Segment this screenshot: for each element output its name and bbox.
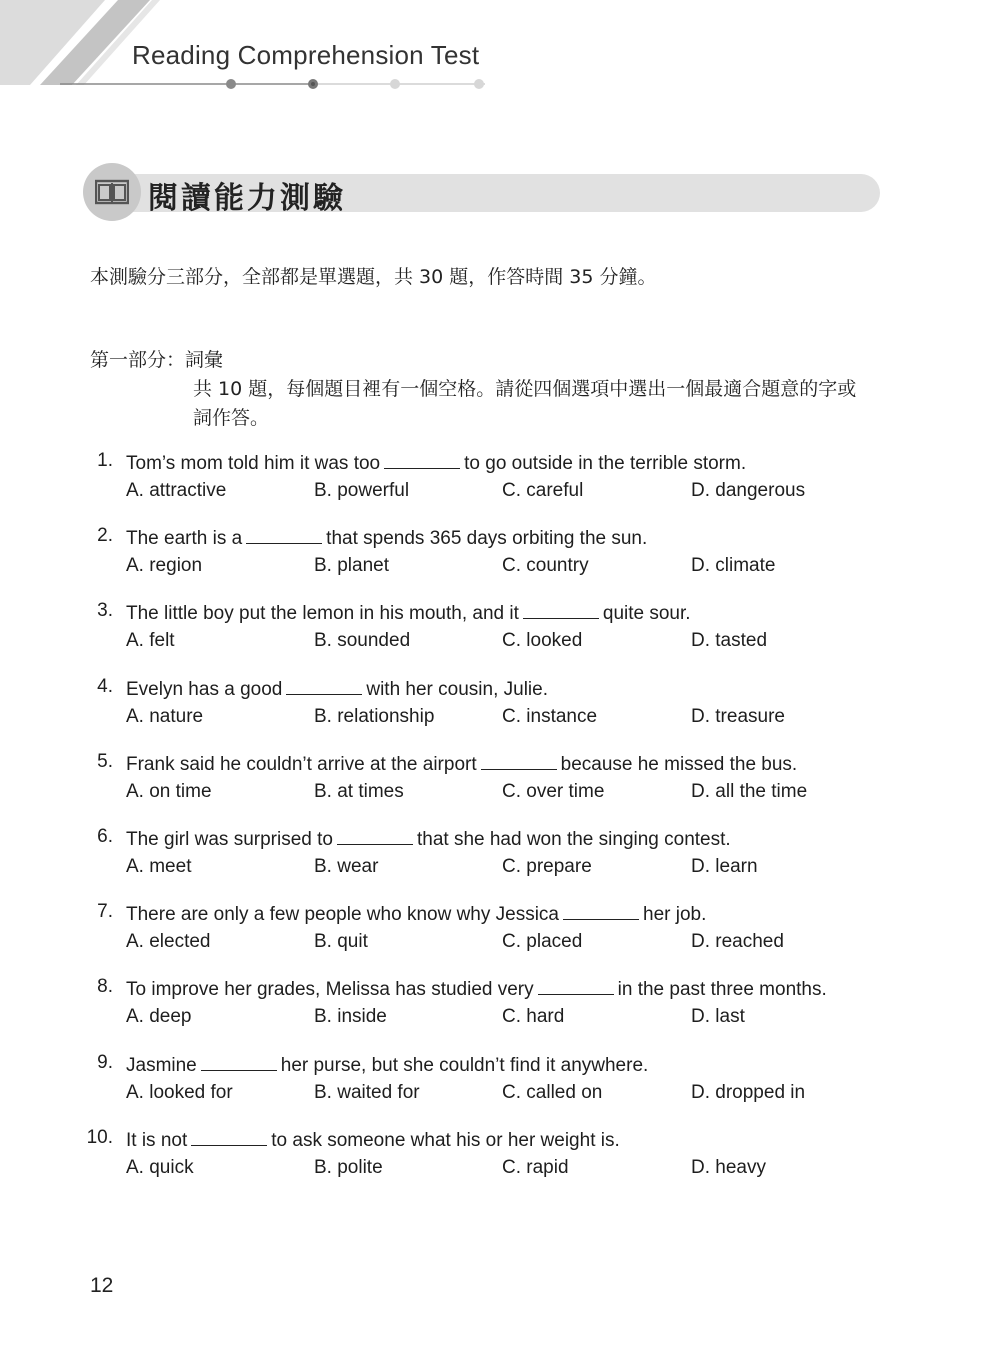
option-a[interactable]: A. nature (126, 705, 204, 727)
option-a[interactable]: A. region (126, 555, 203, 577)
question-stem (126, 751, 797, 776)
answer-blank (337, 826, 413, 845)
option-c[interactable]: C. prepare (502, 856, 592, 877)
question-stem (126, 976, 827, 1001)
stem-before: Jasmine (126, 1054, 197, 1076)
part-description-line: 共 10 題，每個題目裡有一個空格。請從四個選項中選出一個最適合題意的字或 (193, 378, 857, 400)
question-stem (126, 826, 731, 851)
open-book-icon (95, 179, 129, 205)
question-stem (126, 525, 647, 550)
question-item (0, 1052, 1000, 1114)
answer-blank (286, 676, 362, 695)
stem-after: because he missed the bus. (560, 753, 798, 775)
stem-before: Evelyn has a good (126, 678, 283, 700)
question-stem (126, 676, 548, 701)
option-a[interactable]: A. attractive (126, 480, 227, 501)
answer-blank (538, 976, 614, 995)
question-item (0, 751, 1000, 813)
running-title: Reading Comprehension Test (132, 40, 480, 70)
header-rule (60, 76, 490, 92)
option-c[interactable]: C. called on (502, 1081, 603, 1103)
question-item (0, 676, 1000, 738)
answer-blank (201, 1052, 277, 1071)
option-b[interactable]: B. polite (314, 1156, 383, 1178)
stem-before: To improve her grades, Melissa has studied very (126, 979, 534, 1001)
stem-after: that spends 365 days orbiting the sun. (326, 528, 648, 550)
stem-before: Frank said he couldn’t arrive at the airport (126, 753, 477, 775)
option-d[interactable]: D. last (691, 1006, 745, 1028)
question-number: 9. (97, 1051, 113, 1073)
option-d[interactable]: D. learn (691, 856, 758, 877)
part-heading: 第一部分：詞彙 (90, 349, 224, 371)
answer-blank (246, 525, 322, 544)
question-number: 1. (97, 450, 113, 471)
stem-after: with her cousin, Julie. (366, 678, 548, 700)
stem-after: that she had won the singing contest. (416, 829, 731, 850)
option-d[interactable]: D. climate (691, 555, 776, 577)
option-a[interactable]: A. deep (126, 1006, 192, 1028)
option-b[interactable]: B. at times (314, 780, 404, 802)
answer-blank (384, 450, 460, 469)
question-number: 7. (97, 901, 113, 923)
option-d[interactable]: D. treasure (691, 705, 785, 727)
answer-blank (481, 751, 557, 770)
question-stem (126, 600, 691, 625)
option-d[interactable]: D. heavy (691, 1156, 766, 1178)
option-d[interactable]: D. dangerous (691, 480, 806, 501)
stem-before: It is not (126, 1129, 188, 1151)
option-a[interactable]: A. felt (126, 630, 175, 652)
option-a[interactable]: A. on time (126, 780, 212, 802)
option-a[interactable]: A. quick (126, 1156, 194, 1178)
option-a[interactable]: A. meet (126, 856, 192, 877)
stem-after: quite sour. (602, 603, 691, 625)
option-c[interactable]: C. careful (502, 480, 584, 501)
question-item (0, 1127, 1000, 1189)
stem-before: There are only a few people who know why Jessica (126, 904, 560, 926)
option-c[interactable]: C. country (502, 555, 589, 577)
option-a[interactable]: A. looked for (126, 1081, 233, 1103)
option-c[interactable]: C. over time (502, 780, 605, 802)
option-c[interactable]: C. hard (502, 1006, 565, 1028)
stem-before: The girl was surprised to (126, 829, 333, 850)
stem-before: The earth is a (126, 528, 243, 550)
question-item (0, 525, 1000, 587)
option-a[interactable]: A. elected (126, 931, 211, 953)
option-d[interactable]: D. reached (691, 931, 784, 953)
stem-after: her purse, but she couldn’t find it anywhere. (280, 1054, 649, 1076)
question-item (0, 450, 1000, 512)
option-c[interactable]: C. looked (502, 630, 583, 652)
option-b[interactable]: B. quit (314, 931, 368, 953)
question-item (0, 600, 1000, 662)
stem-before: The little boy put the lemon in his mouth, and it (126, 603, 519, 625)
option-d[interactable]: D. dropped in (691, 1081, 806, 1103)
option-d[interactable]: D. tasted (691, 630, 768, 652)
page-number: 12 (90, 1274, 114, 1297)
option-b[interactable]: B. inside (314, 1006, 387, 1028)
option-b[interactable]: B. powerful (314, 480, 410, 501)
option-c[interactable]: C. placed (502, 931, 583, 953)
question-number: 10. (86, 1126, 113, 1148)
stem-after: to go outside in the terrible storm. (464, 453, 747, 474)
section-title-badge (83, 163, 141, 221)
option-b[interactable]: B. planet (314, 555, 389, 577)
question-stem (126, 450, 746, 475)
part-description (193, 375, 893, 433)
question-number: 2. (97, 525, 113, 547)
stem-after: to ask someone what his or her weight is. (271, 1129, 620, 1151)
option-b[interactable]: B. sounded (314, 630, 411, 652)
question-number: 5. (97, 750, 113, 772)
option-c[interactable]: C. instance (502, 705, 598, 727)
option-d[interactable]: D. all the time (691, 780, 808, 802)
stem-after: in the past three months. (617, 979, 827, 1001)
option-c[interactable]: C. rapid (502, 1156, 569, 1178)
option-b[interactable]: B. wear (314, 856, 379, 877)
question-number: 8. (97, 976, 113, 998)
question-stem (126, 901, 706, 926)
section-title: 閱讀能力測驗 (148, 181, 346, 216)
question-number: 6. (97, 826, 113, 847)
question-item (0, 901, 1000, 963)
question-stem (126, 1052, 648, 1077)
answer-blank (523, 600, 599, 619)
option-b[interactable]: B. relationship (314, 705, 435, 727)
option-b[interactable]: B. waited for (314, 1081, 420, 1103)
answer-blank (191, 1127, 267, 1146)
stem-before: Tom’s mom told him it was too (126, 453, 381, 474)
test-instructions: 本測驗分三部分，全部都是單選題，共 30 題，作答時間 35 分鐘。 (90, 266, 657, 288)
question-item (0, 826, 1000, 888)
question-number: 3. (97, 600, 113, 622)
question-stem (126, 1127, 620, 1152)
part-description-line: 詞作答。 (193, 407, 270, 429)
stem-after: her job. (643, 904, 707, 926)
question-item (0, 976, 1000, 1038)
question-number: 4. (97, 675, 113, 697)
answer-blank (563, 901, 639, 920)
